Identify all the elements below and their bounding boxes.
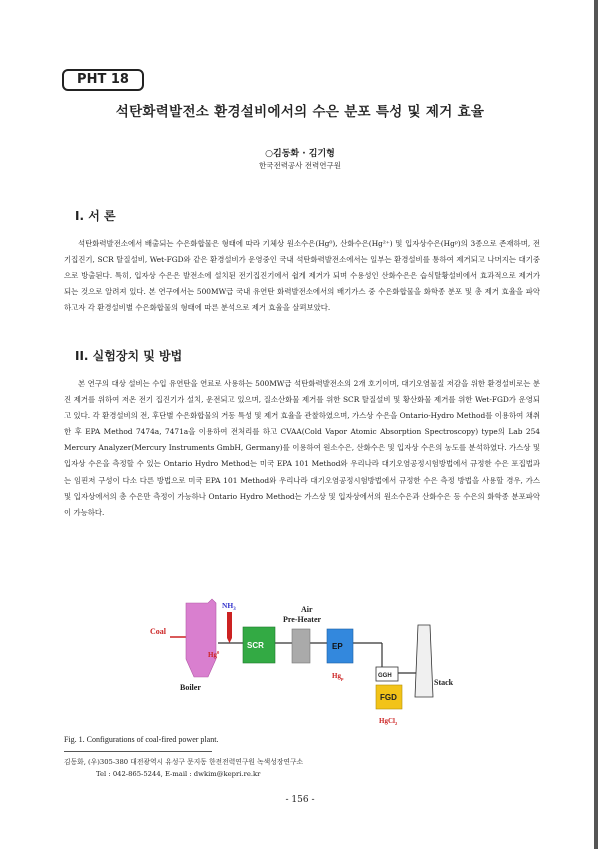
footnote-contact: Tel : 042-865-5244, E-mail : dwkim@kepri.re.kr: [96, 770, 261, 778]
section-heading-introduction: I. 서 론: [75, 209, 116, 223]
session-badge: PHT 18: [62, 69, 144, 91]
preheater-label: Pre-Heater: [283, 615, 322, 624]
figure-caption: Fig. 1. Configurations of coal-fired power plant.: [64, 735, 219, 744]
fgd-label: FGD: [380, 693, 397, 702]
footnote-rule: [64, 751, 212, 752]
footnote-address: 김동화, (우)305-380 대전광역시 유성구 문지동 한전전력연구원 녹색성장연구소: [64, 758, 304, 766]
power-plant-diagram: [150, 597, 460, 732]
ggh-label: GGH: [378, 673, 392, 679]
boiler-label: Boiler: [180, 683, 201, 692]
hgp-label: $Hg_p$: [332, 672, 344, 681]
ep-label: EP: [332, 642, 343, 651]
section-heading-method: II. 실험장치 및 방법: [75, 349, 183, 363]
method-paragraph: 본 연구의 대상 설비는 수입 유연탄을 연료로 사용하는 500MW급 석탄화력발전소의 2개 호기이며, 대기오염물질 저감을 위한 환경설비로는 분진 제거를 위하여 저온 전기 집진기가 설치, 운전되고 있으며, 질소산화물 제거를 위한 SCR 탈질설비 및 황산화물 제거를 위한 Wet-FGD가 운영되고 있다. 각 환경설비의 전, 후단별 수은화합물의 거동 특성 및 제거 효율을 관찰하였으며, 가스상 수은을 Ontario-Hydro Method를 이용하여 채취한 후 EPA Method 7474a, 7471a을 이용하여 전처리를 하고 CVAA(Cold Vapor Atomic Absorption Spectroscopy) type의 Lab 254 Mercury Analyzer(Mercury Instruments GmbH, Germany)를 이용하여 원소수은, 산화수은 및 입자상 수은의 농도를 분석하였다. 가스상 및 입자상 수은을 측정할 수 있는 Ontario Hydro Method는 미국 EPA 101 Method와 우리나라 대기오염공정시험방법에서 규정한 수은 포집법과는 임핀저 구성이 다소 다른 방법으로 미국 EPA 101 Method와 우리나라 대기오염공정시험방법에서 규정한 수은 측정 방법을 사용할 경우, 가스 및 입자상에서의 총 수은만 측정이 가능하나 Ontario Hydro Method는 가스상 및 입자상에서의 원소수은과 산화수은 등 수은의 화학종 분포파악이 가능하다.: [64, 379, 540, 517]
hgcl2-label: HgCl$_2$: [379, 717, 398, 726]
hg0-label: Hg$^0$: [208, 650, 220, 659]
air-preheater-box: [292, 629, 310, 663]
air-label: Air: [301, 605, 313, 614]
affiliation: 한국전력공사 전력연구원: [258, 161, 342, 170]
paper-title: 석탄화력발전소 환경설비에서의 수은 분포 특성 및 제거 효율: [115, 104, 485, 120]
boiler-shape: [186, 599, 216, 677]
coal-label: Coal: [150, 627, 166, 636]
stack-label: Stack: [434, 678, 454, 687]
page-number: - 156 -: [285, 795, 315, 805]
page-edge-bar: [594, 0, 598, 849]
authors: ○김동화 · 김기형: [265, 149, 335, 159]
stack-shape: [415, 625, 433, 697]
nh3-label: $NH_3$: [222, 601, 236, 612]
scr-label: SCR: [247, 641, 264, 650]
nh3-injector: [227, 612, 232, 638]
nh3-injector-tip: [227, 638, 232, 643]
intro-paragraph: 석탄화력발전소에서 배출되는 수은화합물은 형태에 따라 기체상 원소수은(Hg⁰), 산화수은(Hg²⁺) 및 입자상수은(Hgᵖ)의 3종으로 존재하며, 전기집진기, SCR 탈질설비, Wet-FGD와 같은 환경설비가 운영중인 국내 석탄화력발전소에서는 일부는 환경설비를 통하여 제거되고 나머지는 대기중으로 방출된다. 특히, 입자상 수은은 발전소에 설치된 전기집진기에서 쉽게 제거가 되며 수용성인 산화수은은 습식탈황설비에서 효과적으로 제거가 되는 것으로 알려져 있다. 본 연구에서는 500MW급 국내 유연탄 화력발전소에서의 배기가스 중 수은화합물을 화학종 분포 및 총 제거 효율을 파악하고자 각 환경설비별 수은화합물의 형태에 따른 분석으로 제거 효율을 살펴보았다.: [64, 239, 540, 313]
